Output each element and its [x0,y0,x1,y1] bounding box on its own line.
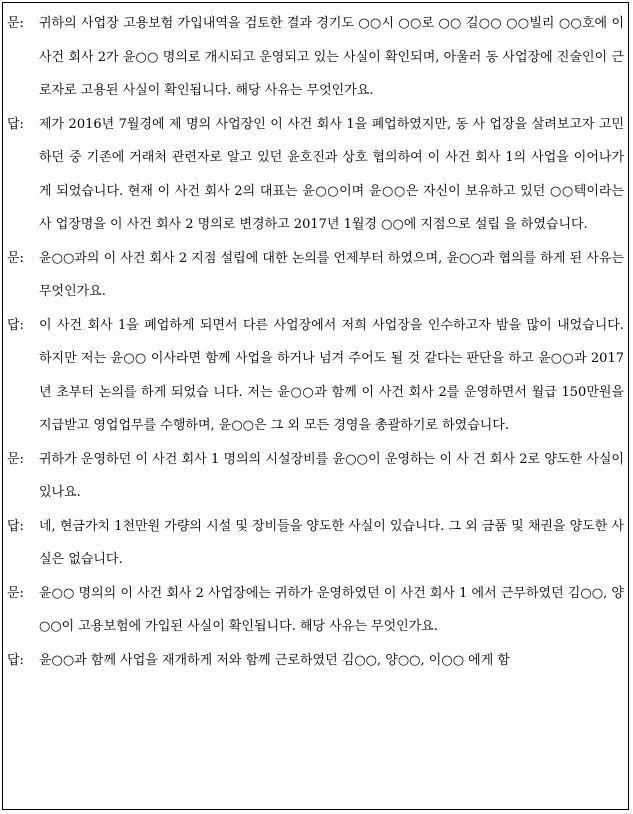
question-marker: 문: [7,451,24,467]
answer-item [7,309,624,443]
answer-marker: 답: [7,652,24,668]
answer-text: 윤○○과 함께 사업을 재개하게 저와 함께 근로하였던 김○○, 양○○, 이○○ 에게 함 [39,652,510,668]
answer-marker: 답: [7,317,24,333]
answer-marker: 답: [7,116,24,132]
question-item [7,577,624,644]
interrogation-transcript [7,7,624,677]
answer-item [7,510,624,577]
question-text: 윤○○ 명의의 이 사건 회사 2 사업장에는 귀하가 운영하였던 이 사건 회사 1 에서 근무하였던 김○○, 양○○이 고용보험에 가입된 사실이 확인됩니다. 해당 사유는 무엇인가요. [39,585,624,634]
question-item [7,242,624,309]
question-marker: 문: [7,250,24,266]
question-item [7,7,624,108]
question-marker: 문: [7,585,24,601]
question-item [7,443,624,510]
answer-item [7,644,624,678]
question-marker: 문: [7,16,24,31]
answer-item [7,108,624,242]
answer-text: 네, 현금가치 1천만원 가량의 시설 및 장비들을 양도한 사실이 있습니다. 그 외 금품 및 채권을 양도한 사실은 없습니다. [39,518,624,567]
question-text: 귀하가 운영하던 이 사건 회사 1 명의의 시설장비를 윤○○이 운영하는 이 사 건 회사 2로 양도한 사실이 있나요. [39,451,624,500]
answer-marker: 답: [7,518,24,534]
question-text: 윤○○과의 이 사건 회사 2 지점 설립에 대한 논의를 언제부터 하였으며, 윤○○과 협의를 하게 된 사유는 무엇인가요. [39,250,624,299]
question-text: 귀하의 사업장 고용보험 가입내역을 검토한 결과 경기도 ○○시 ○○로 ○○ 길○○ ○○빌리 ○○호에 이 사건 회사 2가 윤○○ 명의로 개시되고 운영되고 있는 사실이 확인되며, 아울러 동 사업장에 진술인이 근로자로 고용된 사실이 확인됩니다. 해당 사유는 무엇인가요. [39,16,624,98]
document-frame [2,2,629,810]
answer-text: 이 사건 회사 1을 폐업하게 되면서 다른 사업장에서 저희 사업장을 인수하고자 밤을 많이 내었습니다. 하지만 저는 윤○○ 이사라면 함께 사업을 하거나 넘겨 주어도 될 것 같다는 판단을 하고 윤○○과 2017년 초부터 논의를 하게 되었습 니다. 저는 윤○○과 함께 이 사건 회사 2를 운영하면서 월급 150만원을 지급받고 영업업무를 수행하며, 윤○○은 그 외 모든 경영을 총괄하기로 하였습니다. [39,317,624,433]
answer-text: 제가 2016년 7월경에 제 명의 사업장인 이 사건 회사 1을 폐업하였지만, 동 사 업장을 살려보고자 고민하던 중 기존에 거래처 관련자로 알고 있던 윤호진과 상호 협의하여 이 사건 회사 1의 사업을 이어나가게 되었습니다. 현재 이 사건 회사 2의 대표는 윤○○이며 윤○○은 자신이 보유하고 있던 ○○텍이라는 사 업장명을 이 사건 회사 2 명의로 변경하고 2017년 1월경 ○○에 지점으로 설립 을 하였습니다. [39,116,624,232]
